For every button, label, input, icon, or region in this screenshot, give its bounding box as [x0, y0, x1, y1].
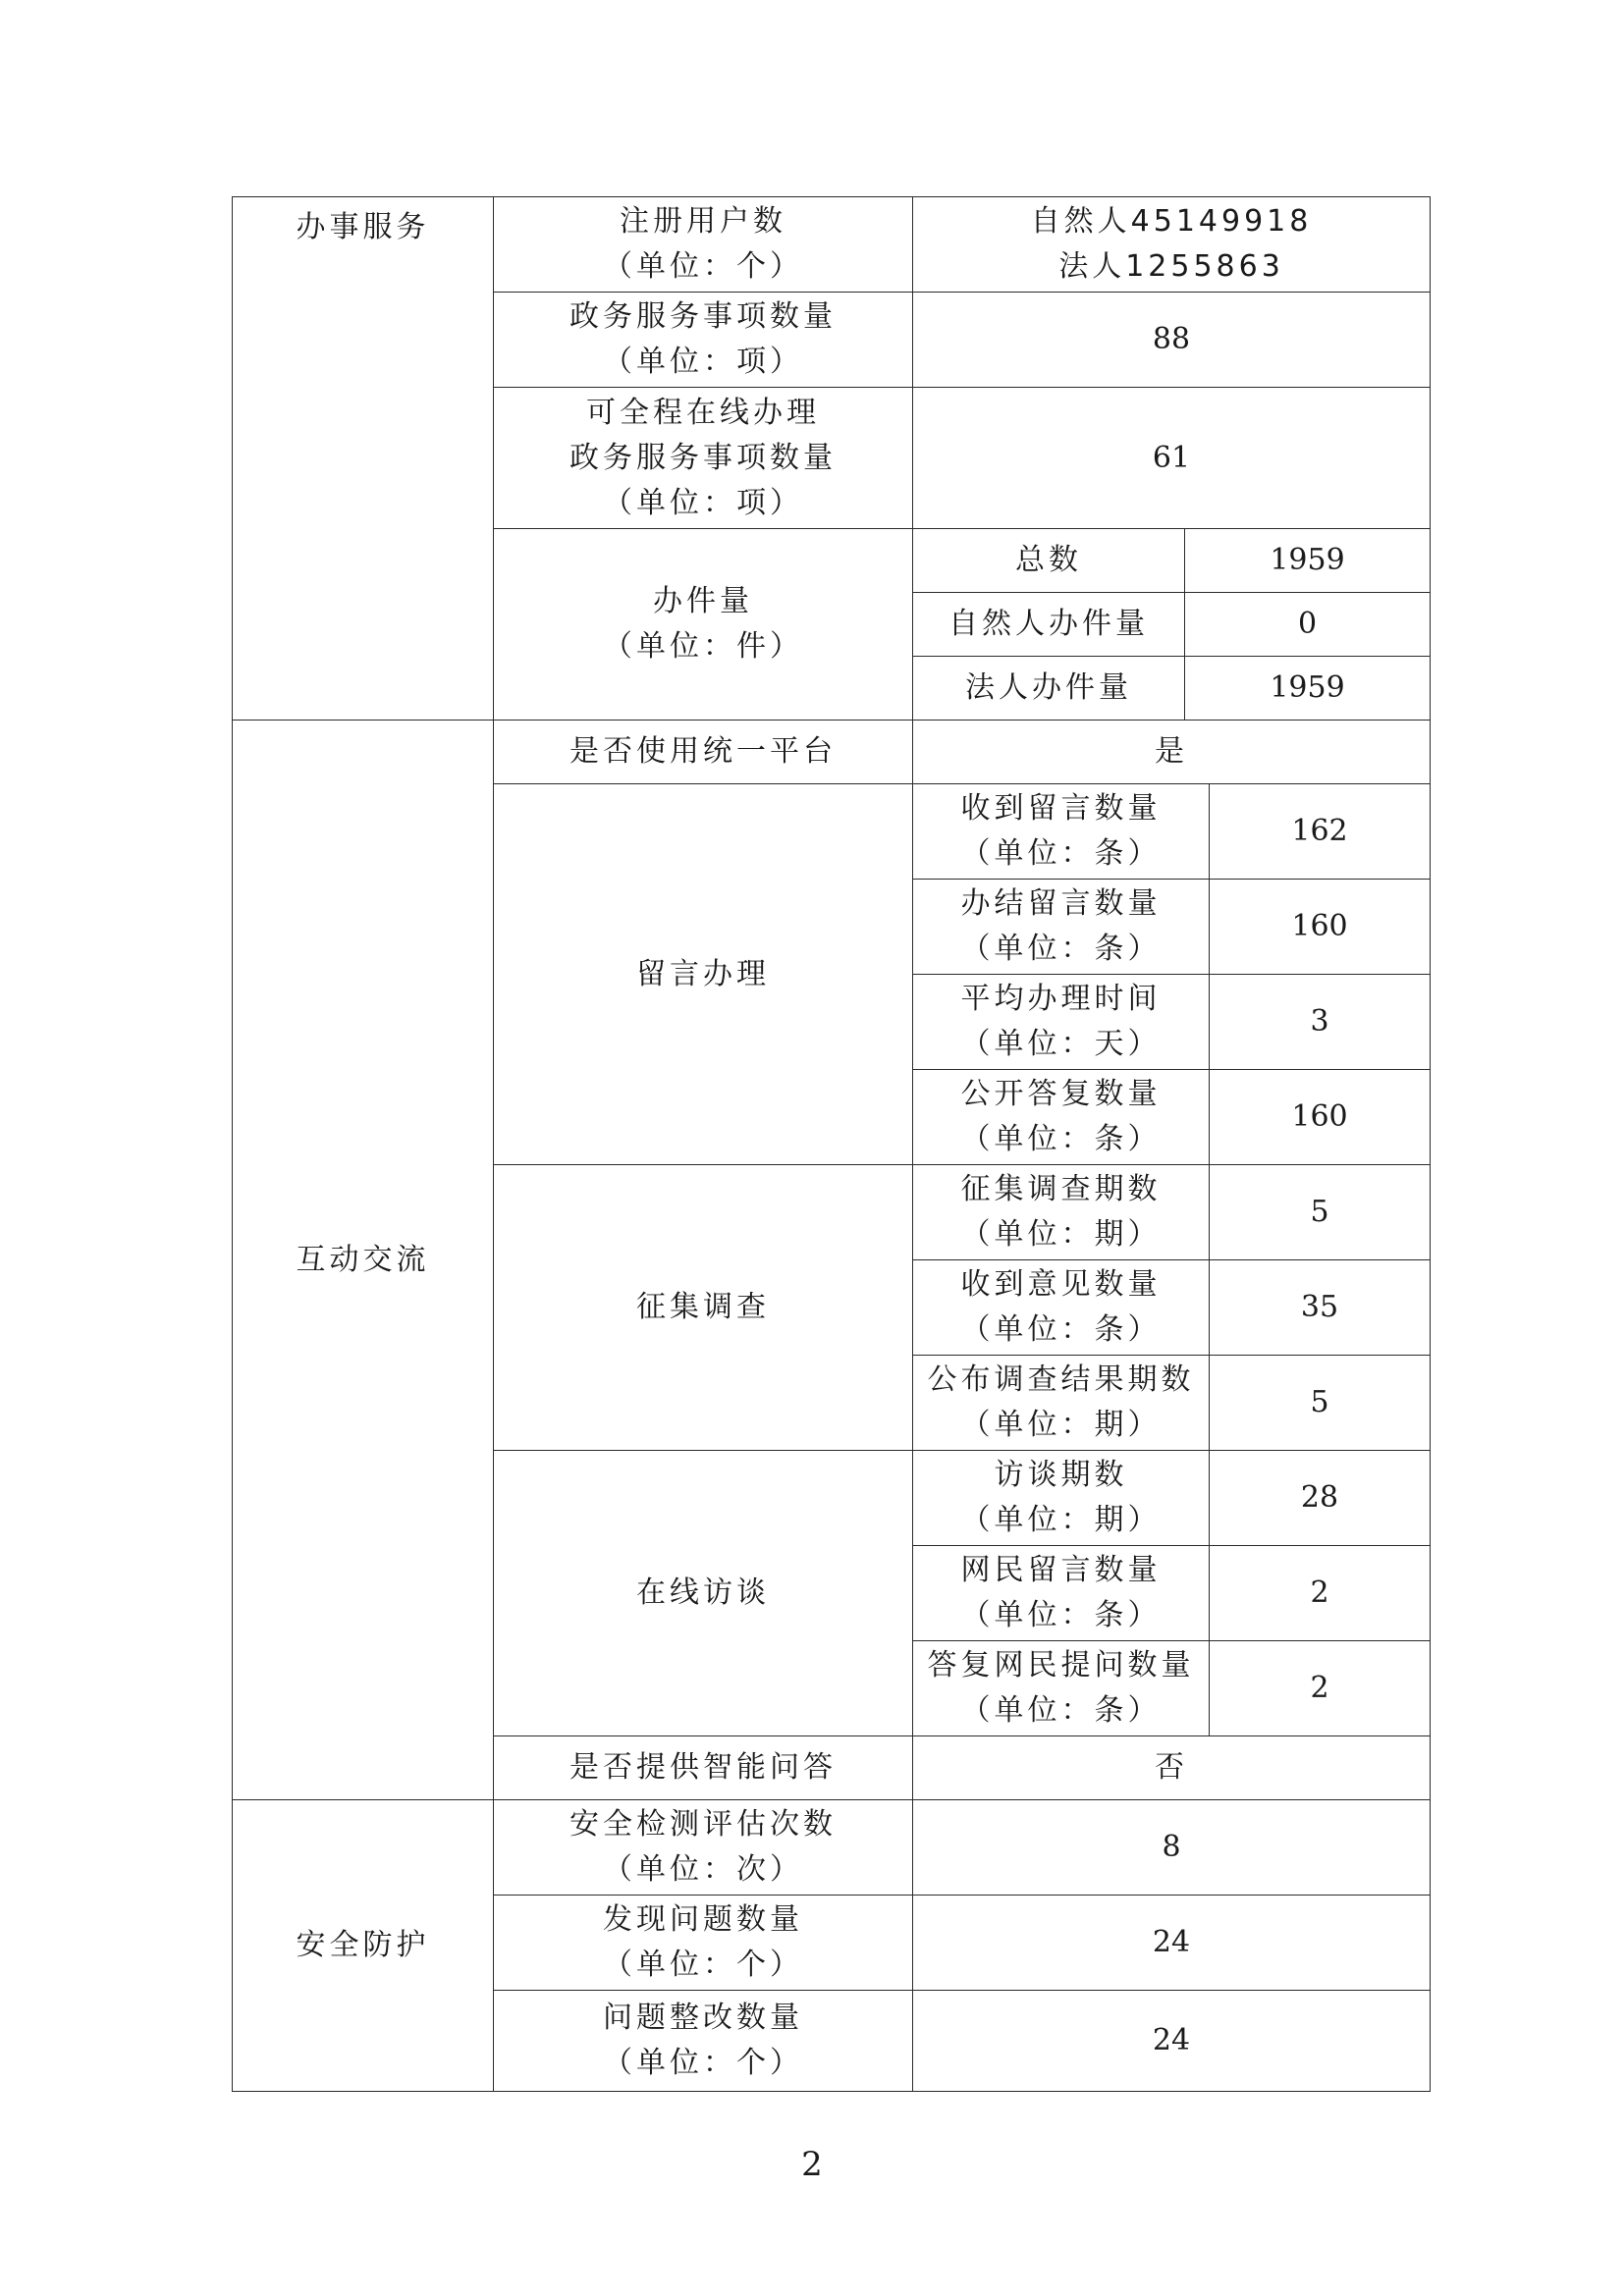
sub-value-cell: 28	[1210, 1451, 1431, 1546]
row-unit: （单位：期）	[960, 1217, 1162, 1252]
row-unit: （单位：条）	[960, 1693, 1162, 1728]
sub-label-cell	[913, 1356, 1210, 1451]
label-cell	[494, 1800, 913, 1896]
sub-value-cell: 160	[1210, 880, 1431, 975]
sub-label-cell	[913, 1546, 1210, 1641]
row-unit: （单位：条）	[960, 1598, 1162, 1632]
row-unit: （单位：期）	[960, 1503, 1162, 1537]
value-cell: 24	[913, 1896, 1431, 1991]
group-label-surveys: 征集调查	[494, 1165, 913, 1451]
sub-label-cell	[913, 1260, 1210, 1356]
sub-value-cell: 3	[1210, 975, 1431, 1070]
natural-person-users: 自然人45149918	[1030, 204, 1313, 239]
row-label: 办结留言数量	[960, 886, 1162, 921]
label-cell	[494, 388, 913, 529]
row-label: 办件量	[653, 584, 753, 618]
row-unit: （单位：期）	[960, 1408, 1162, 1442]
row-unit: （单位：天）	[960, 1027, 1162, 1061]
sub-label-cell	[913, 975, 1210, 1070]
row-unit: （单位：项）	[603, 485, 803, 520]
table-row	[233, 721, 1431, 784]
label-cell: 是否提供智能问答	[494, 1736, 913, 1800]
group-label-messages: 留言办理	[494, 784, 913, 1165]
row-unit: （单位：个）	[603, 1948, 803, 1982]
row-label: 政务服务事项数量	[569, 299, 837, 334]
row-unit: （单位：条）	[960, 1122, 1162, 1156]
row-unit: （单位：个）	[603, 249, 803, 284]
sub-label-cell	[913, 1451, 1210, 1546]
sub-label-cell	[913, 1165, 1210, 1260]
sub-label-cell	[913, 1070, 1210, 1165]
row-label: 征集调查期数	[960, 1172, 1162, 1206]
sub-label-cell: 法人办件量	[913, 657, 1185, 721]
row-unit: （单位：次）	[603, 1852, 803, 1887]
value-cell	[913, 197, 1431, 293]
sub-value-cell: 0	[1185, 593, 1431, 657]
sub-label-cell: 总数	[913, 529, 1185, 593]
label-cell	[494, 197, 913, 293]
value-cell: 61	[913, 388, 1431, 529]
row-label: 访谈期数	[994, 1458, 1128, 1492]
row-unit: （单位：条）	[960, 836, 1162, 871]
group-label-interviews: 在线访谈	[494, 1451, 913, 1736]
label-cell: 是否使用统一平台	[494, 721, 913, 784]
row-label: 答复网民提问数量	[927, 1648, 1195, 1682]
sub-label-cell: 自然人办件量	[913, 593, 1185, 657]
value-cell: 否	[913, 1736, 1431, 1800]
sub-label-cell	[913, 784, 1210, 880]
report-table	[232, 196, 1431, 2092]
sub-value-cell: 35	[1210, 1260, 1431, 1356]
legal-person-users: 法人1255863	[1058, 249, 1284, 284]
value-cell: 是	[913, 721, 1431, 784]
label-cell	[494, 529, 913, 721]
page-number: 2	[801, 2145, 823, 2184]
sub-value-cell: 2	[1210, 1546, 1431, 1641]
sub-value-cell: 1959	[1185, 657, 1431, 721]
table-row	[233, 1800, 1431, 1896]
row-label: 公布调查结果期数	[927, 1362, 1195, 1397]
category-security: 安全防护	[233, 1800, 494, 2092]
row-label: 注册用户数	[620, 204, 786, 239]
sub-value-cell: 5	[1210, 1356, 1431, 1451]
label-cell	[494, 1991, 913, 2092]
category-service: 办事服务	[233, 197, 494, 721]
row-unit: （单位：个）	[603, 2046, 803, 2080]
row-label: 问题整改数量	[603, 2001, 803, 2035]
row-label: 安全检测评估次数	[569, 1807, 837, 1842]
sub-label-cell	[913, 1641, 1210, 1736]
label-cell	[494, 293, 913, 388]
row-label: 公开答复数量	[960, 1077, 1162, 1111]
table-row	[233, 197, 1431, 293]
sub-value-cell: 5	[1210, 1165, 1431, 1260]
row-unit: （单位：条）	[960, 1312, 1162, 1347]
row-label: 政务服务事项数量	[569, 440, 837, 475]
row-unit: （单位：件）	[603, 629, 803, 664]
value-cell: 88	[913, 293, 1431, 388]
row-unit: （单位：条）	[960, 932, 1162, 966]
value-cell: 24	[913, 1991, 1431, 2092]
row-label: 网民留言数量	[960, 1553, 1162, 1587]
label-cell	[494, 1896, 913, 1991]
row-label: 平均办理时间	[960, 982, 1162, 1016]
row-label: 可全程在线办理	[586, 395, 820, 430]
row-unit: （单位：项）	[603, 345, 803, 379]
category-interaction: 互动交流	[233, 721, 494, 1800]
row-label: 发现问题数量	[603, 1902, 803, 1937]
sub-value-cell: 160	[1210, 1070, 1431, 1165]
sub-value-cell: 162	[1210, 784, 1431, 880]
row-label: 收到留言数量	[960, 791, 1162, 826]
row-label: 收到意见数量	[960, 1267, 1162, 1302]
sub-value-cell: 2	[1210, 1641, 1431, 1736]
sub-label-cell	[913, 880, 1210, 975]
value-cell: 8	[913, 1800, 1431, 1896]
sub-value-cell: 1959	[1185, 529, 1431, 593]
